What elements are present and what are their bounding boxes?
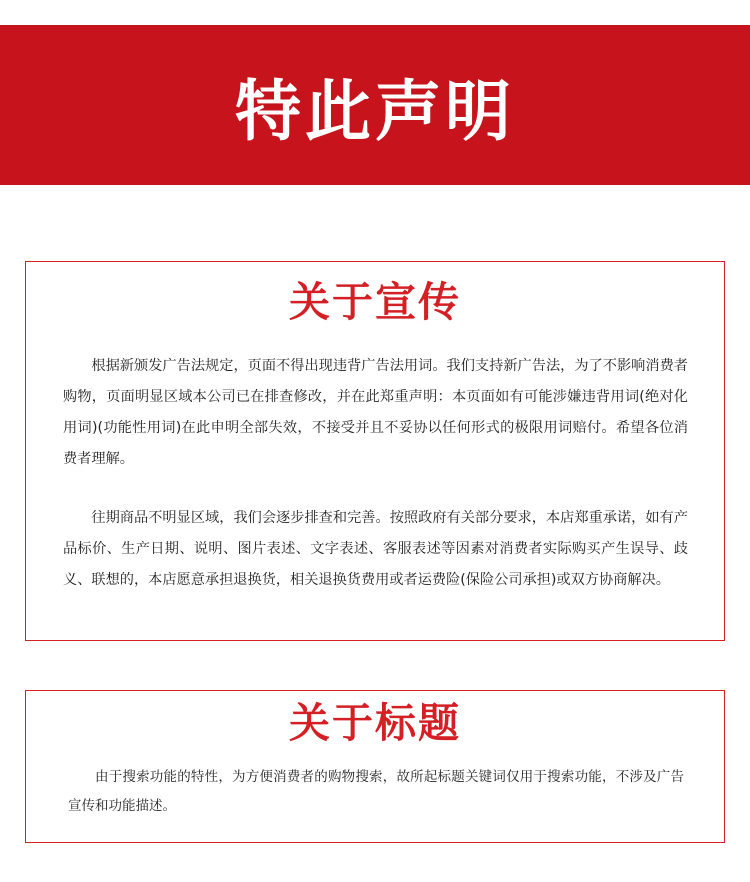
section-advertising [25,261,725,641]
section-paragraph: 往期商品不明显区域，我们会逐步排查和完善。按照政府有关部分要求，本店郑重承诺，如有产品标价、生产日期、说明、图片表述、文字表述、客服表述等因素对消费者实际购买产生误导、歧义、联想的，本店愿意承担退换货，相关退换货费用或者运费险(保险公司承担)或双方协商解决。 [63,510,688,588]
section-paragraph: 根据新颁发广告法规定，页面不得出现违背广告法用词。我们支持新广告法，为了不影响消费者购物，页面明显区域本公司已在排查修改，并在此郑重声明：本页面如有可能涉嫌违背用词(绝对化用词)(功能性用词)在此申明全部失效，不接受并且不妥协以任何形式的极限用词赔付。希望各位消费者理解。 [63,358,688,467]
page-title: 特此声明 [235,72,515,150]
section-title-titles: 关于标题 [289,699,461,747]
section-title-advertising: 关于宣传 [289,278,461,326]
section-title-notice [25,690,725,843]
section-paragraph: 由于搜索功能的特性，为方便消费者的购物搜索，故所起标题关键词仅用于搜索功能，不涉及广告宣传和功能描述。 [68,769,684,814]
header-banner [0,25,750,185]
